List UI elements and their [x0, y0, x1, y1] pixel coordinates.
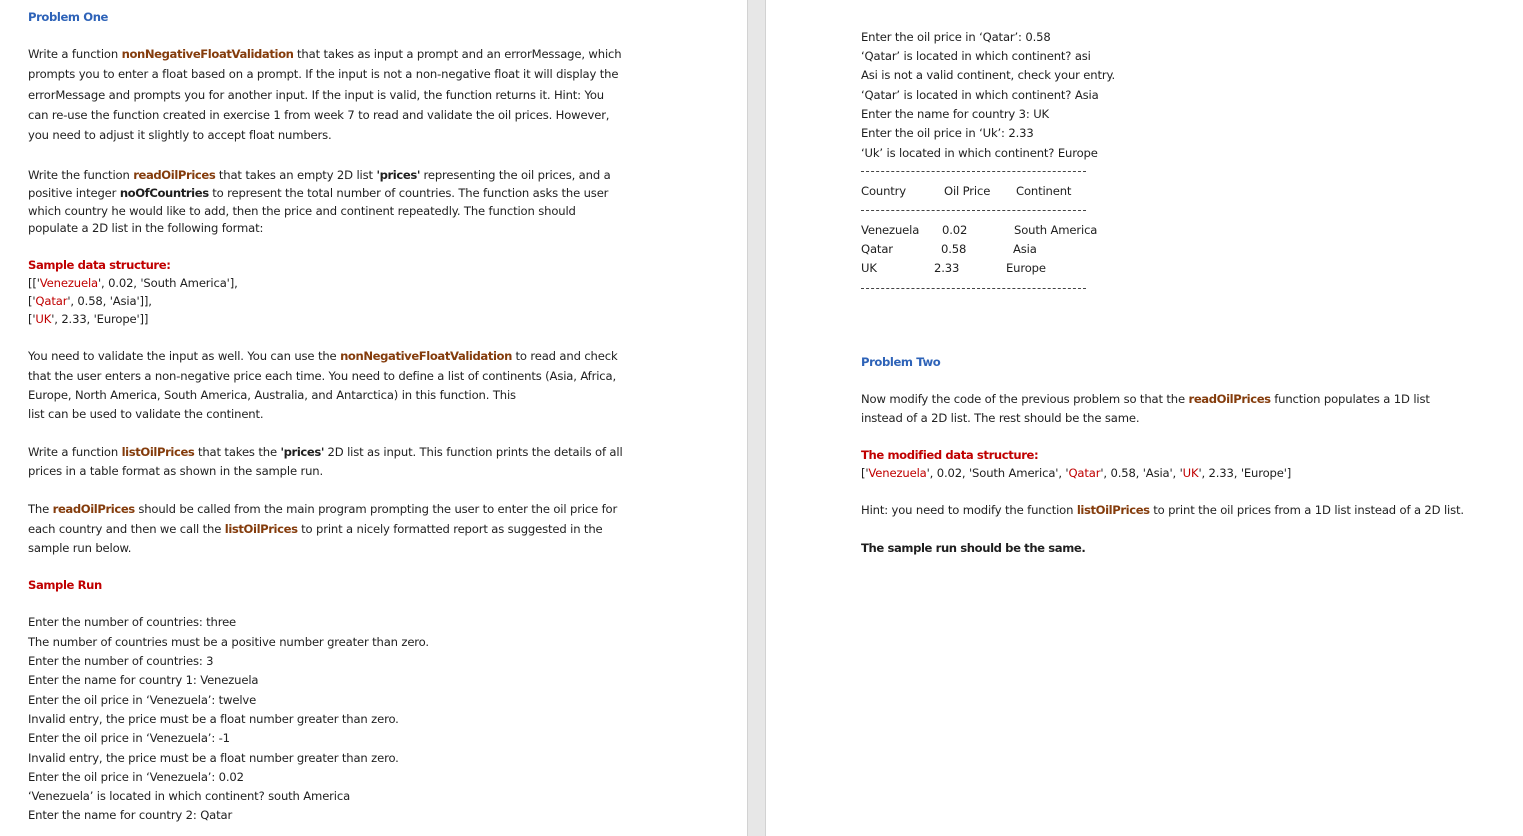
run-line: Asi is not a valid continent, check your entry.: [861, 68, 1116, 82]
code-line: [861, 466, 1291, 481]
paragraph-line: you need to adjust it slightly to accept float numbers.: [28, 128, 332, 142]
paragraph-line: [28, 502, 617, 517]
run-line: Enter the oil price in ‘Venezuela’: 0.02: [28, 770, 244, 784]
run-line: Invalid entry, the price must be a float number greater than zero.: [28, 712, 399, 726]
table-cell: UK: [861, 261, 877, 275]
text: Now modify the code of the previous problem so that the: [861, 392, 1189, 406]
text: [': [861, 466, 869, 480]
modified-data-structure-heading: The modified data structure:: [861, 448, 1039, 462]
text: ', 0.02, 'South America', ': [926, 466, 1069, 480]
bold-text: 'prices': [280, 445, 324, 459]
run-line: Enter the number of countries: three: [28, 615, 237, 629]
paragraph-line: [28, 349, 618, 364]
header-country: Country: [861, 184, 907, 198]
final-note: The sample run should be the same.: [861, 541, 1086, 555]
text: that takes the: [194, 445, 281, 459]
paragraph-line: [861, 392, 1430, 407]
sample-data-structure-heading: Sample data structure:: [28, 258, 171, 272]
text: should be called from the main program prompting the user to enter the oil price for: [134, 502, 618, 516]
table-divider: [861, 171, 1086, 172]
function-name: listOilPrices: [1076, 503, 1150, 517]
run-line: Enter the name for country 1: Venezuela: [28, 673, 259, 687]
code-line: [28, 276, 238, 291]
function-name: readOilPrices: [133, 168, 216, 182]
code-line: [28, 294, 152, 309]
run-line: ‘Venezuela’ is located in which continent? south America: [28, 789, 351, 803]
bold-text: 'prices': [376, 168, 420, 182]
run-line: Enter the name for country 3: UK: [861, 107, 1049, 121]
table-divider: [861, 288, 1086, 289]
text: [[': [28, 276, 40, 290]
table-cell: Venezuela: [861, 223, 920, 237]
problem-two-title: Problem Two: [861, 355, 941, 369]
header-oil-price: Oil Price: [944, 184, 991, 198]
text: [': [28, 312, 36, 326]
paragraph-line: [28, 522, 603, 537]
text: that takes as input a prompt and an errorMessage, which: [293, 47, 622, 61]
table-divider: [861, 210, 1086, 211]
left-page: [0, 0, 747, 836]
paragraph-line: list can be used to validate the continent.: [28, 407, 264, 421]
sample-run-heading: Sample Run: [28, 578, 102, 592]
highlight-text: UK: [35, 312, 52, 326]
hint-line: [861, 503, 1464, 518]
paragraph-line: instead of a 2D list. The rest should be the same.: [861, 411, 1140, 425]
function-name: listOilPrices: [121, 445, 195, 459]
bold-text: noOfCountries: [119, 186, 209, 200]
paragraph-line: [28, 186, 608, 201]
text: to print a nicely formatted report as suggested in the: [297, 522, 603, 536]
highlight-text: Venezuela: [868, 466, 927, 480]
page-gutter: [747, 0, 766, 836]
text: to read and check: [511, 349, 618, 363]
run-line: ‘Uk’ is located in which continent? Europe: [861, 146, 1098, 160]
function-name: readOilPrices: [52, 502, 135, 516]
text: You need to validate the input as well. You can use the: [28, 349, 341, 363]
run-line: ‘Qatar’ is located in which continent? Asia: [861, 88, 1099, 102]
table-cell: 2.33: [934, 261, 960, 275]
table-cell: Asia: [1013, 242, 1037, 256]
text: ', 0.02, 'South America'],: [97, 276, 238, 290]
run-line: Invalid entry, the price must be a float number greater than zero.: [28, 751, 399, 765]
run-line: Enter the oil price in ‘Venezuela’: twelve: [28, 693, 257, 707]
paragraph-line: prompts you to enter a float based on a prompt. If the input is not a non-negative float it will display the: [28, 67, 619, 81]
text: to print the oil prices from a 1D list instead of a 2D list.: [1149, 503, 1464, 517]
text: Write a function: [28, 445, 122, 459]
text: to represent the total number of countries. The function asks the user: [208, 186, 609, 200]
text: each country and then we call the: [28, 522, 225, 536]
paragraph-line: sample run below.: [28, 541, 132, 555]
paragraph-line: errorMessage and prompts you for another input. If the input is valid, the function returns it. Hint: You: [28, 88, 605, 102]
table-cell: South America: [1014, 223, 1098, 237]
paragraph-line: populate a 2D list in the following format:: [28, 221, 264, 235]
highlight-text: Venezuela: [39, 276, 98, 290]
run-line: Enter the name for country 2: Qatar: [28, 808, 233, 822]
run-line: Enter the oil price in ‘Venezuela’: -1: [28, 731, 230, 745]
paragraph-line: [28, 445, 623, 460]
text: ', 2.33, 'Europe']]: [51, 312, 149, 326]
text: function populates a 1D list: [1270, 392, 1430, 406]
highlight-text: UK: [1182, 466, 1199, 480]
header-continent: Continent: [1016, 184, 1072, 198]
right-page: [766, 0, 1523, 836]
text: Hint: you need to modify the function: [861, 503, 1077, 517]
paragraph-line: that the user enters a non-negative price each time. You need to define a list of continents (Asia, Africa,: [28, 369, 617, 383]
code-line: [28, 312, 148, 327]
text: Write a function: [28, 47, 122, 61]
paragraph-line: Europe, North America, South America, Australia, and Antarctica) in this function. This: [28, 388, 516, 402]
text: that takes an empty 2D list: [215, 168, 377, 182]
problem-one-title: Problem One: [28, 10, 109, 24]
table-cell: Qatar: [861, 242, 893, 256]
run-line: ‘Qatar’ is located in which continent? asi: [861, 49, 1091, 63]
text: ', 0.58, 'Asia', ': [1100, 466, 1183, 480]
table-cell: 0.58: [941, 242, 967, 256]
text: [': [28, 294, 36, 308]
text: 2D list as input. This function prints the details of all: [324, 445, 623, 459]
paragraph-line: can re-use the function created in exercise 1 from week 7 to read and validate the oil prices. However,: [28, 108, 610, 122]
function-name: listOilPrices: [224, 522, 298, 536]
table-cell: Europe: [1006, 261, 1046, 275]
text: Write the function: [28, 168, 134, 182]
paragraph-line: prices in a table format as shown in the sample run.: [28, 464, 324, 478]
highlight-text: Qatar: [35, 294, 68, 308]
text: positive integer: [28, 186, 120, 200]
run-line: Enter the oil price in ‘Uk’: 2.33: [861, 126, 1034, 140]
function-name: nonNegativeFloatValidation: [121, 47, 294, 61]
run-line: The number of countries must be a positive number greater than zero.: [28, 635, 429, 649]
text: The: [28, 502, 53, 516]
function-name: nonNegativeFloatValidation: [340, 349, 512, 363]
text: ', 0.58, 'Asia']],: [67, 294, 152, 308]
run-line: Enter the oil price in ‘Qatar’: 0.58: [861, 30, 1051, 44]
paragraph-line: [28, 47, 621, 62]
run-line: Enter the number of countries: 3: [28, 654, 214, 668]
table-cell: 0.02: [942, 223, 968, 237]
text: representing the oil prices, and a: [419, 168, 611, 182]
paragraph-line: which country he would like to add, then the price and continent repeatedly. The function should: [28, 204, 576, 218]
highlight-text: Qatar: [1068, 466, 1101, 480]
paragraph-line: [28, 168, 611, 183]
text: ', 2.33, 'Europe']: [1198, 466, 1292, 480]
function-name: readOilPrices: [1188, 392, 1271, 406]
